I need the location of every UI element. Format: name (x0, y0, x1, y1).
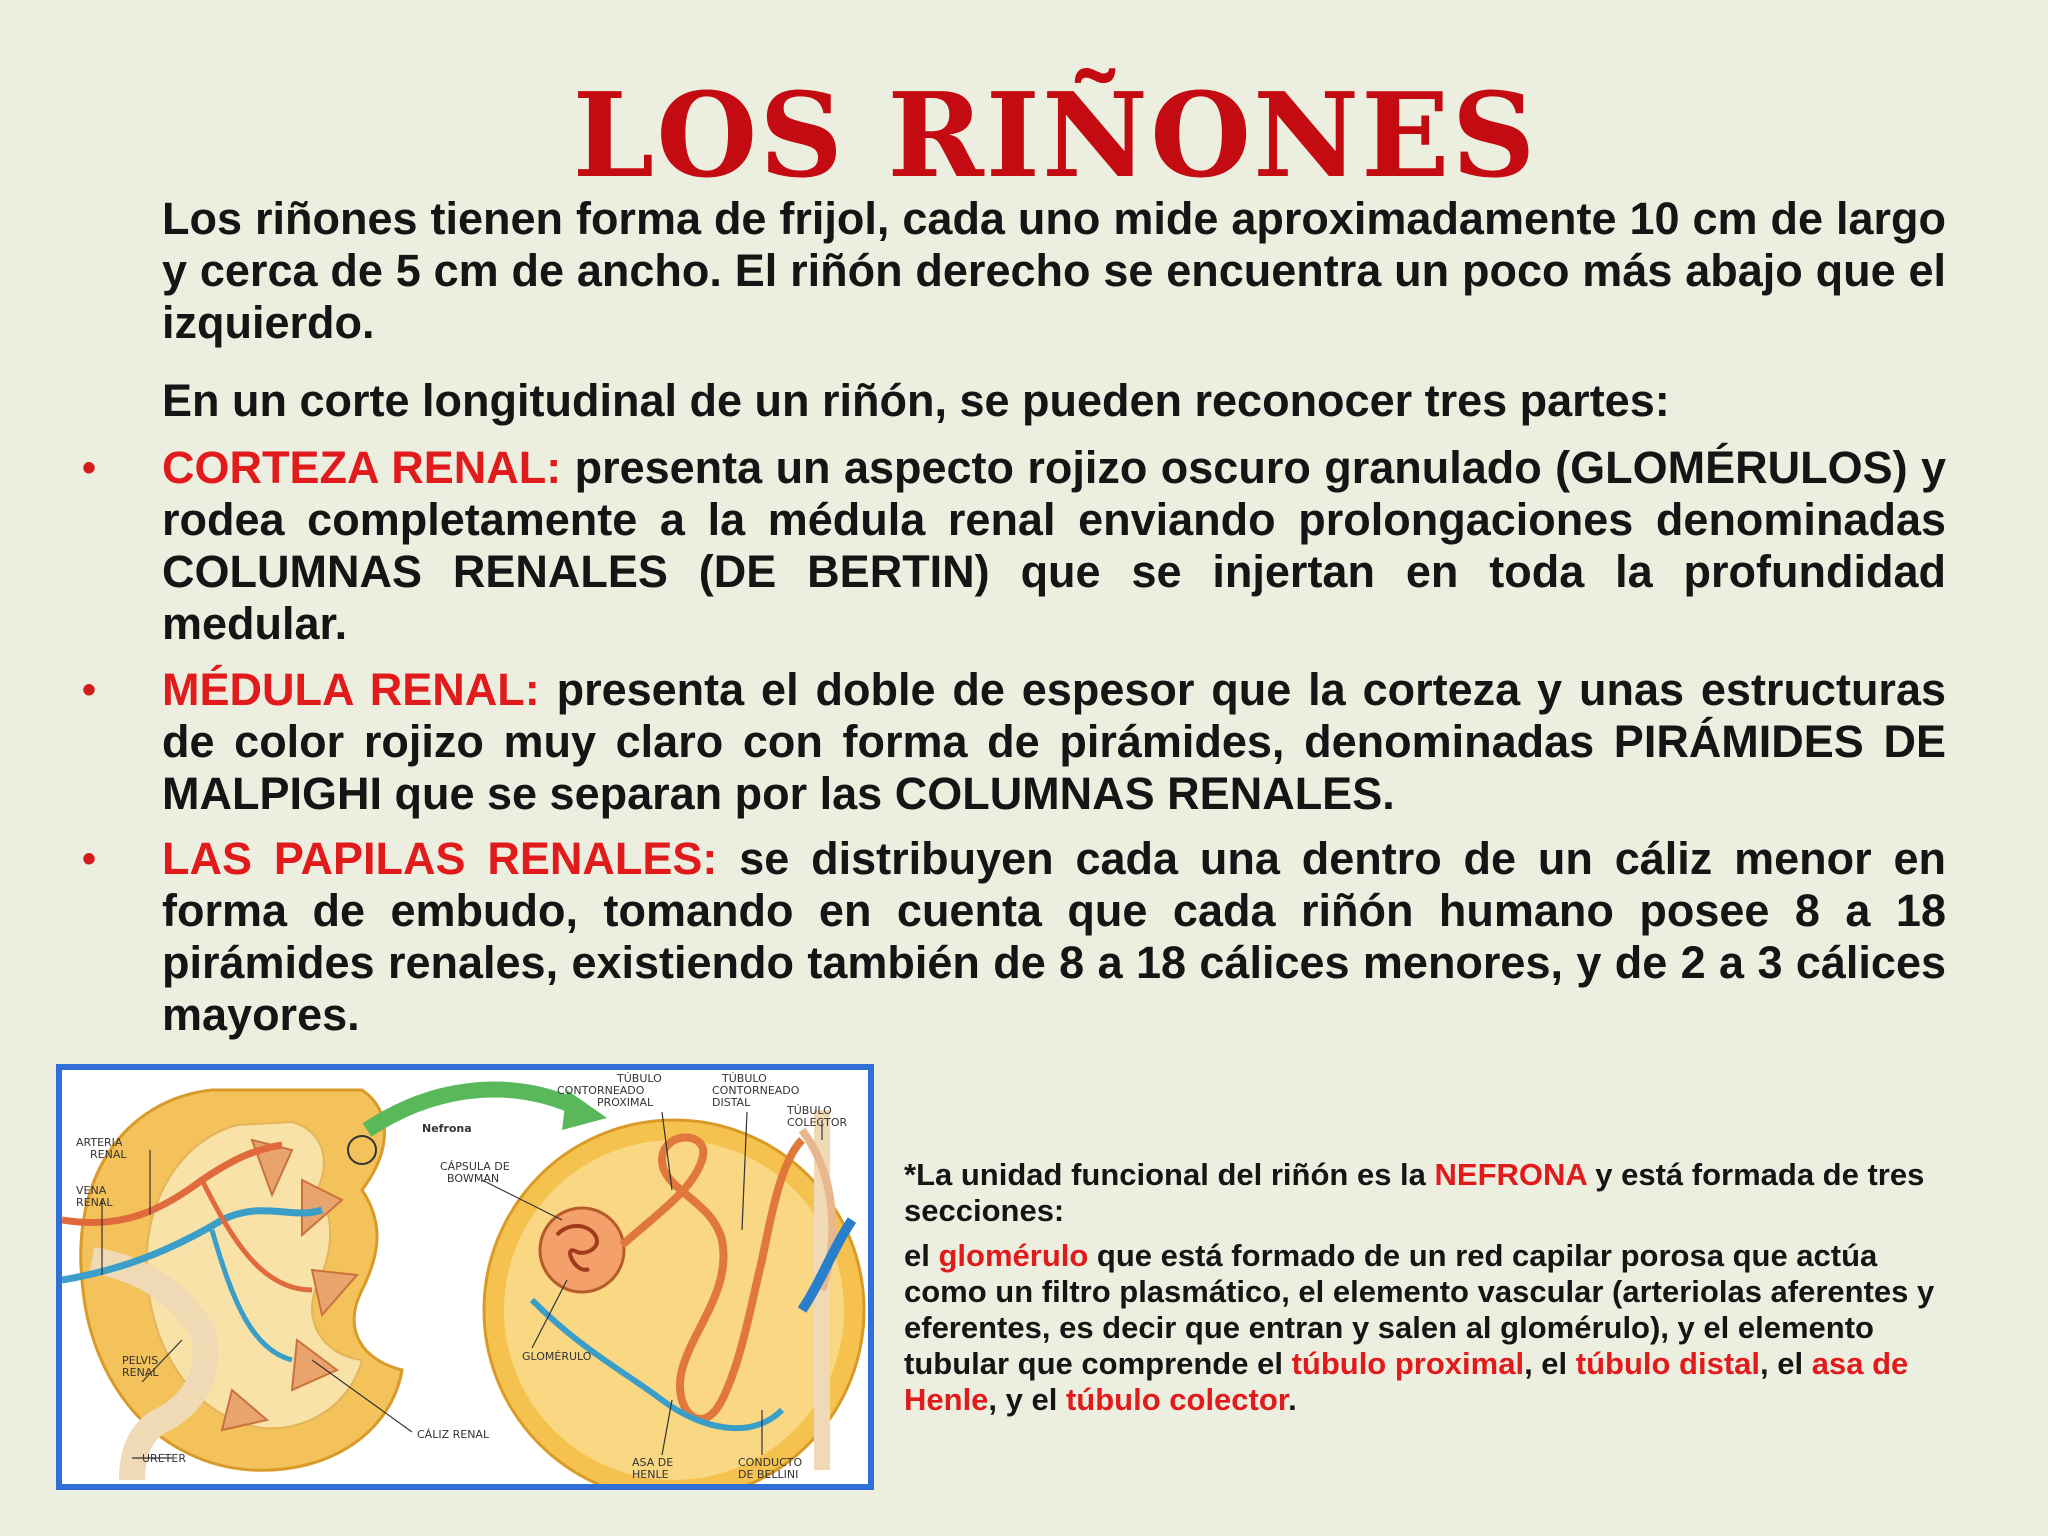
bowman-capsule-shape (540, 1208, 624, 1292)
kidney-nephron-diagram (56, 1064, 874, 1490)
kidney-diagram-svg (62, 1070, 868, 1484)
highlight-nefrona: NEFRONA (1434, 1157, 1587, 1192)
intro-paragraph-2: En un corte longitudinal de un riñón, se pueden reconocer tres partes: (162, 375, 1670, 426)
bullet-term: CORTEZA RENAL: (162, 442, 562, 493)
bullet-medula (82, 664, 1946, 820)
svg-text:DE BELLINI: DE BELLINI (738, 1468, 799, 1481)
svg-text:RENAL: RENAL (122, 1366, 159, 1379)
nephron-note-intro: *La unidad funcional del riñón es la NEFRONA y está formada de tres secciones: (904, 1157, 1925, 1228)
nephron-arrow (367, 1090, 582, 1130)
label-tubulo-distal: TÚBULO (722, 1072, 767, 1085)
label-glomerulo: GLOMÉRULO (522, 1350, 592, 1363)
svg-text:COLECTOR: COLECTOR (787, 1116, 848, 1129)
svg-text:DISTAL: DISTAL (712, 1096, 751, 1109)
label-nefrona: Nefrona (422, 1122, 472, 1135)
label-conducto-bellini: CONDUCTO (738, 1456, 803, 1469)
label-asa-henle: ASA DE (632, 1456, 674, 1469)
label-pelvis-renal: PELVIS (122, 1354, 159, 1367)
bullet-dot-icon: • (82, 668, 97, 712)
highlight-tubulo-colector: túbulo colector (1065, 1382, 1289, 1417)
bullet-text: presenta un aspecto rojizo oscuro granulado (GLOMÉRULOS) y rodea completamente a la médula renal enviando prolongaciones denominadas COLUMNAS RENALES (DE BERTIN) que se injertan en toda la profundidad medular. (162, 442, 1946, 649)
svg-text:BOWMAN: BOWMAN (447, 1172, 500, 1185)
slide-title: LOS RIÑONES (572, 68, 1538, 204)
svg-text:CONTORNEADO: CONTORNEADO (712, 1084, 800, 1097)
bullet-corteza (82, 442, 1946, 650)
svg-text:CONTORNEADO: CONTORNEADO (557, 1084, 645, 1097)
svg-text:HENLE: HENLE (632, 1468, 669, 1481)
label-tubulo-proximal: TÚBULO (617, 1072, 662, 1085)
label-ureter: URETER (142, 1452, 186, 1465)
svg-text:PROXIMAL: PROXIMAL (597, 1096, 654, 1109)
bullet-text: se distribuyen cada una dentro de un cáliz menor en forma de embudo, tomando en cuenta que cada riñón humano posee 8 a 18 pirámides renales, existiendo también de 8 a 18 cálices menores, y de 2 a 3 cálices mayores. (162, 833, 1946, 1040)
highlight-tubulo-proximal: túbulo proximal (1291, 1346, 1525, 1381)
label-vena-renal: VENA (76, 1184, 107, 1197)
label-capsula: CÁPSULA DE (440, 1160, 510, 1173)
highlight-tubulo-distal: túbulo distal (1575, 1346, 1761, 1381)
bullet-term: LAS PAPILAS RENALES: (162, 833, 718, 884)
label-caliz-renal: CÁLIZ RENAL (417, 1428, 490, 1441)
nephron-note-detail: el glomérulo que está formado de un red capilar porosa que actúa como un filtro plasmático, el elemento vascular (arteriolas aferentes y eferentes, es decir que entran y salen al glomérulo), y el elemento tubular que comprende el túbulo proximal, el túbulo distal, el asa de Henle, y el túbulo colector. (904, 1238, 1935, 1417)
svg-text:RENAL: RENAL (90, 1148, 127, 1161)
bullet-term: MÉDULA RENAL: (162, 664, 540, 715)
svg-text:RENAL: RENAL (76, 1196, 113, 1209)
bullet-dot-icon: • (82, 837, 97, 881)
intro-paragraph: Los riñones tienen forma de frijol, cada uno mide aproximadamente 10 cm de largo y cerca de 5 cm de ancho. El riñón derecho se encuentra un poco más abajo que el izquierdo. (162, 193, 1946, 348)
bullet-text: presenta el doble de espesor que la corteza y unas estructuras de color rojizo muy claro con forma de pirámides, denominadas PIRÁMIDES DE MALPIGHI que se separan por las COLUMNAS RENALES. (162, 664, 1946, 819)
label-arteria-renal: ARTERIA (76, 1136, 123, 1149)
bullet-papilas (82, 833, 1946, 1041)
highlight-glomerulo: glomérulo (938, 1238, 1089, 1273)
label-tubulo-colector: TÚBULO (787, 1104, 832, 1117)
highlight-asa-henle: asa de Henle (904, 1346, 1909, 1417)
bullet-dot-icon: • (82, 446, 97, 490)
